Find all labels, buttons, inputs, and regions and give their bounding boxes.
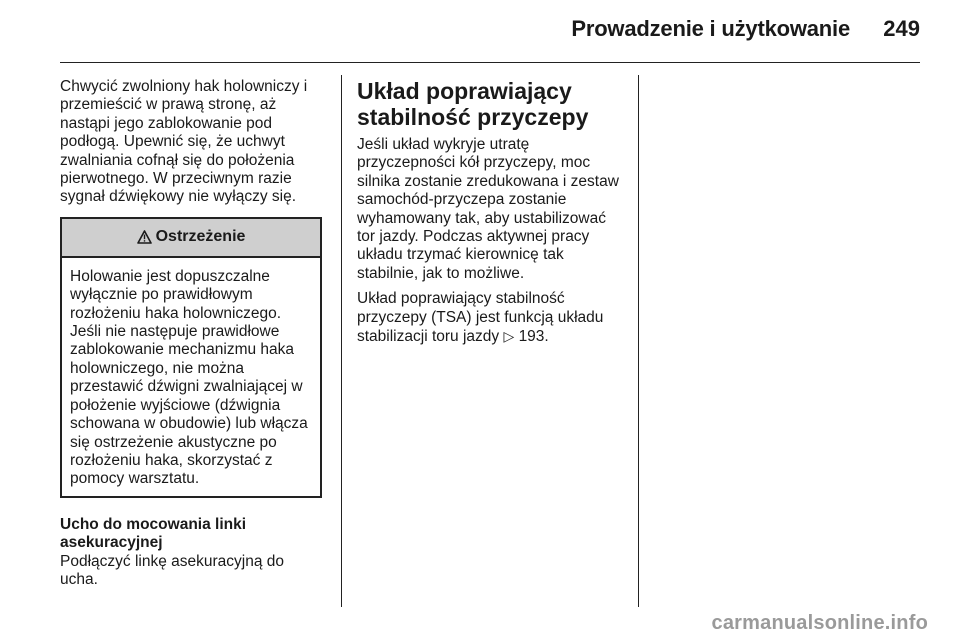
warning-text: Holowanie jest dopuszczalne wyłącznie po prawidłowym rozłożeniu haka holowniczego. Jeśli nie następuje prawidłowe zablokowanie mechanizmu haka holowniczego, nie można przestawić dźwigni zwalniającej w położenie wyjściowe (dźwignia schowana w obudowie) lub włącza się ostrzeżenie akustyczne po rozłożeniu haka, skorzystać z pomocy warsztatu. xyxy=(70,267,308,488)
page-number: 249 xyxy=(883,16,920,41)
page-reference-number[interactable]: 193. xyxy=(518,328,549,346)
tsa-paragraph-2 xyxy=(357,290,619,346)
left-column xyxy=(60,78,326,589)
page-header-title: Prowadzenie i użytkowanie xyxy=(571,16,850,41)
header-rule xyxy=(60,62,920,63)
warning-header xyxy=(62,219,320,258)
page-reference-arrow-icon[interactable]: ▷ xyxy=(503,328,515,345)
tsa-paragraph-1: Jeśli układ wykryje utratę przyczepności kół przyczepy, moc silnika zostanie zredukowana i zestaw samochód-przyczepa zostanie wyhamowany tak, aby ustabilizować tor jazdy. Podczas aktywnej pracy układu trzymać kierownicę tak stabilnie, jak to możliwe. xyxy=(357,136,619,282)
warning-triangle-icon xyxy=(137,230,152,244)
warning-title: Ostrzeżenie xyxy=(155,228,246,246)
warning-box xyxy=(60,217,322,498)
column-divider-right xyxy=(638,75,639,607)
watermark: carmanualsonline.info xyxy=(711,612,928,634)
right-column xyxy=(357,78,619,346)
column-divider-left xyxy=(341,75,342,607)
subheading-safety-eye: Ucho do mocowania linki asekuracyjnej xyxy=(60,515,247,552)
section-heading: Układ poprawiający stabilność przyczepy xyxy=(357,78,589,130)
safety-eye-paragraph: Podłączyć linkę asekuracyjną do ucha. xyxy=(60,552,285,588)
tsa-paragraph-2-text: Układ poprawiający stabilność przyczepy (TSA) jest funkcją układu stabilizacji toru jazdy xyxy=(357,290,604,346)
intro-paragraph: Chwycić zwolniony hak holowniczy i przemieścić w prawą stronę, aż nastąpi jego zablokowanie pod podłogą. Upewnić się, że uchwyt zwalniania cofnął się do położenia pierwotnego. W przeciwnym razie sygnał dźwiękowy nie wyłączy się. xyxy=(60,78,308,206)
